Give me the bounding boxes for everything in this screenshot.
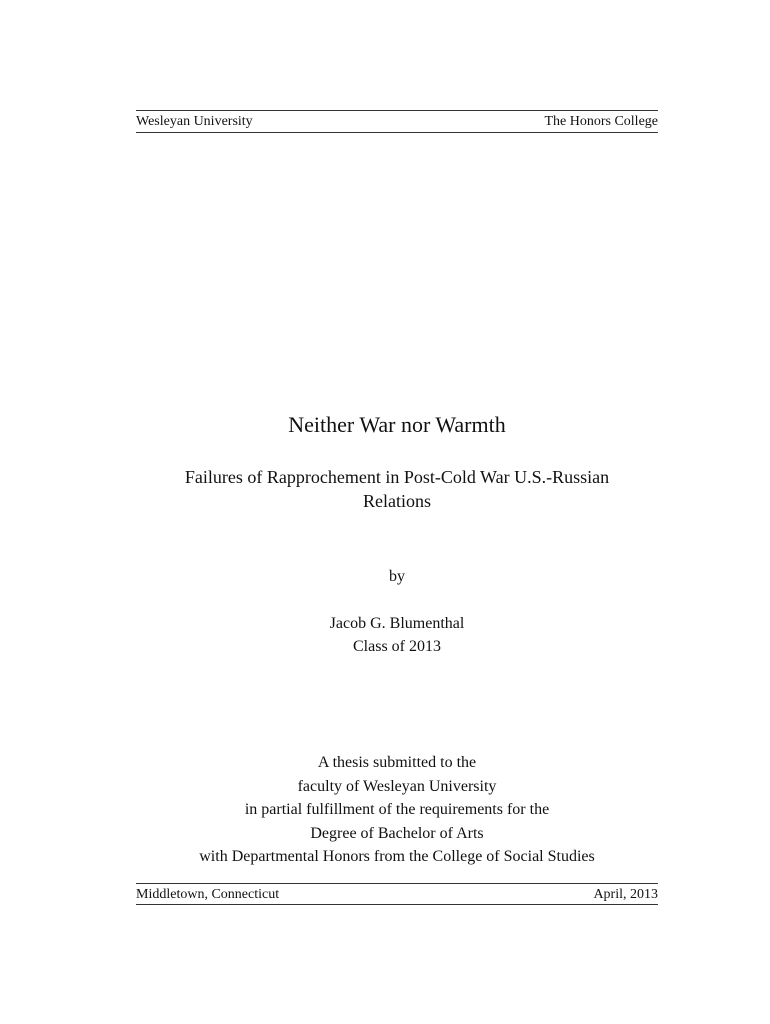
footer-date: April, 2013 — [593, 887, 658, 902]
header-bottom-rule — [136, 132, 658, 133]
statement-line: faculty of Wesleyan University — [297, 777, 497, 795]
statement-line: in partial fulfillment of the requirements for the — [244, 801, 550, 818]
author-block — [136, 612, 658, 658]
footer-bottom-rule — [136, 904, 658, 905]
page-header — [136, 113, 658, 131]
statement-line: Degree of Bachelor of Arts — [310, 824, 484, 842]
submission-statement — [136, 751, 658, 869]
header-college: The Honors College — [544, 114, 658, 129]
author-class: Class of 2013 — [353, 638, 441, 655]
statement-line: A thesis submitted to the — [317, 754, 477, 771]
header-top-rule — [136, 110, 658, 111]
thesis-subtitle — [136, 465, 658, 513]
header-university: Wesleyan University — [136, 114, 253, 129]
thesis-title: Neither War nor Warmth — [288, 412, 506, 437]
footer-top-rule — [136, 883, 658, 884]
page-footer — [136, 886, 658, 904]
footer-location: Middletown, Connecticut — [136, 887, 280, 902]
by-label: by — [389, 568, 405, 585]
subtitle-line-2: Relations — [363, 491, 431, 511]
subtitle-line-1: Failures of Rapprochement in Post-Cold War U.S.-Russian — [184, 467, 610, 487]
author-name: Jacob G. Blumenthal — [329, 615, 465, 632]
statement-line: with Departmental Honors from the College of Social Studies — [199, 848, 595, 865]
